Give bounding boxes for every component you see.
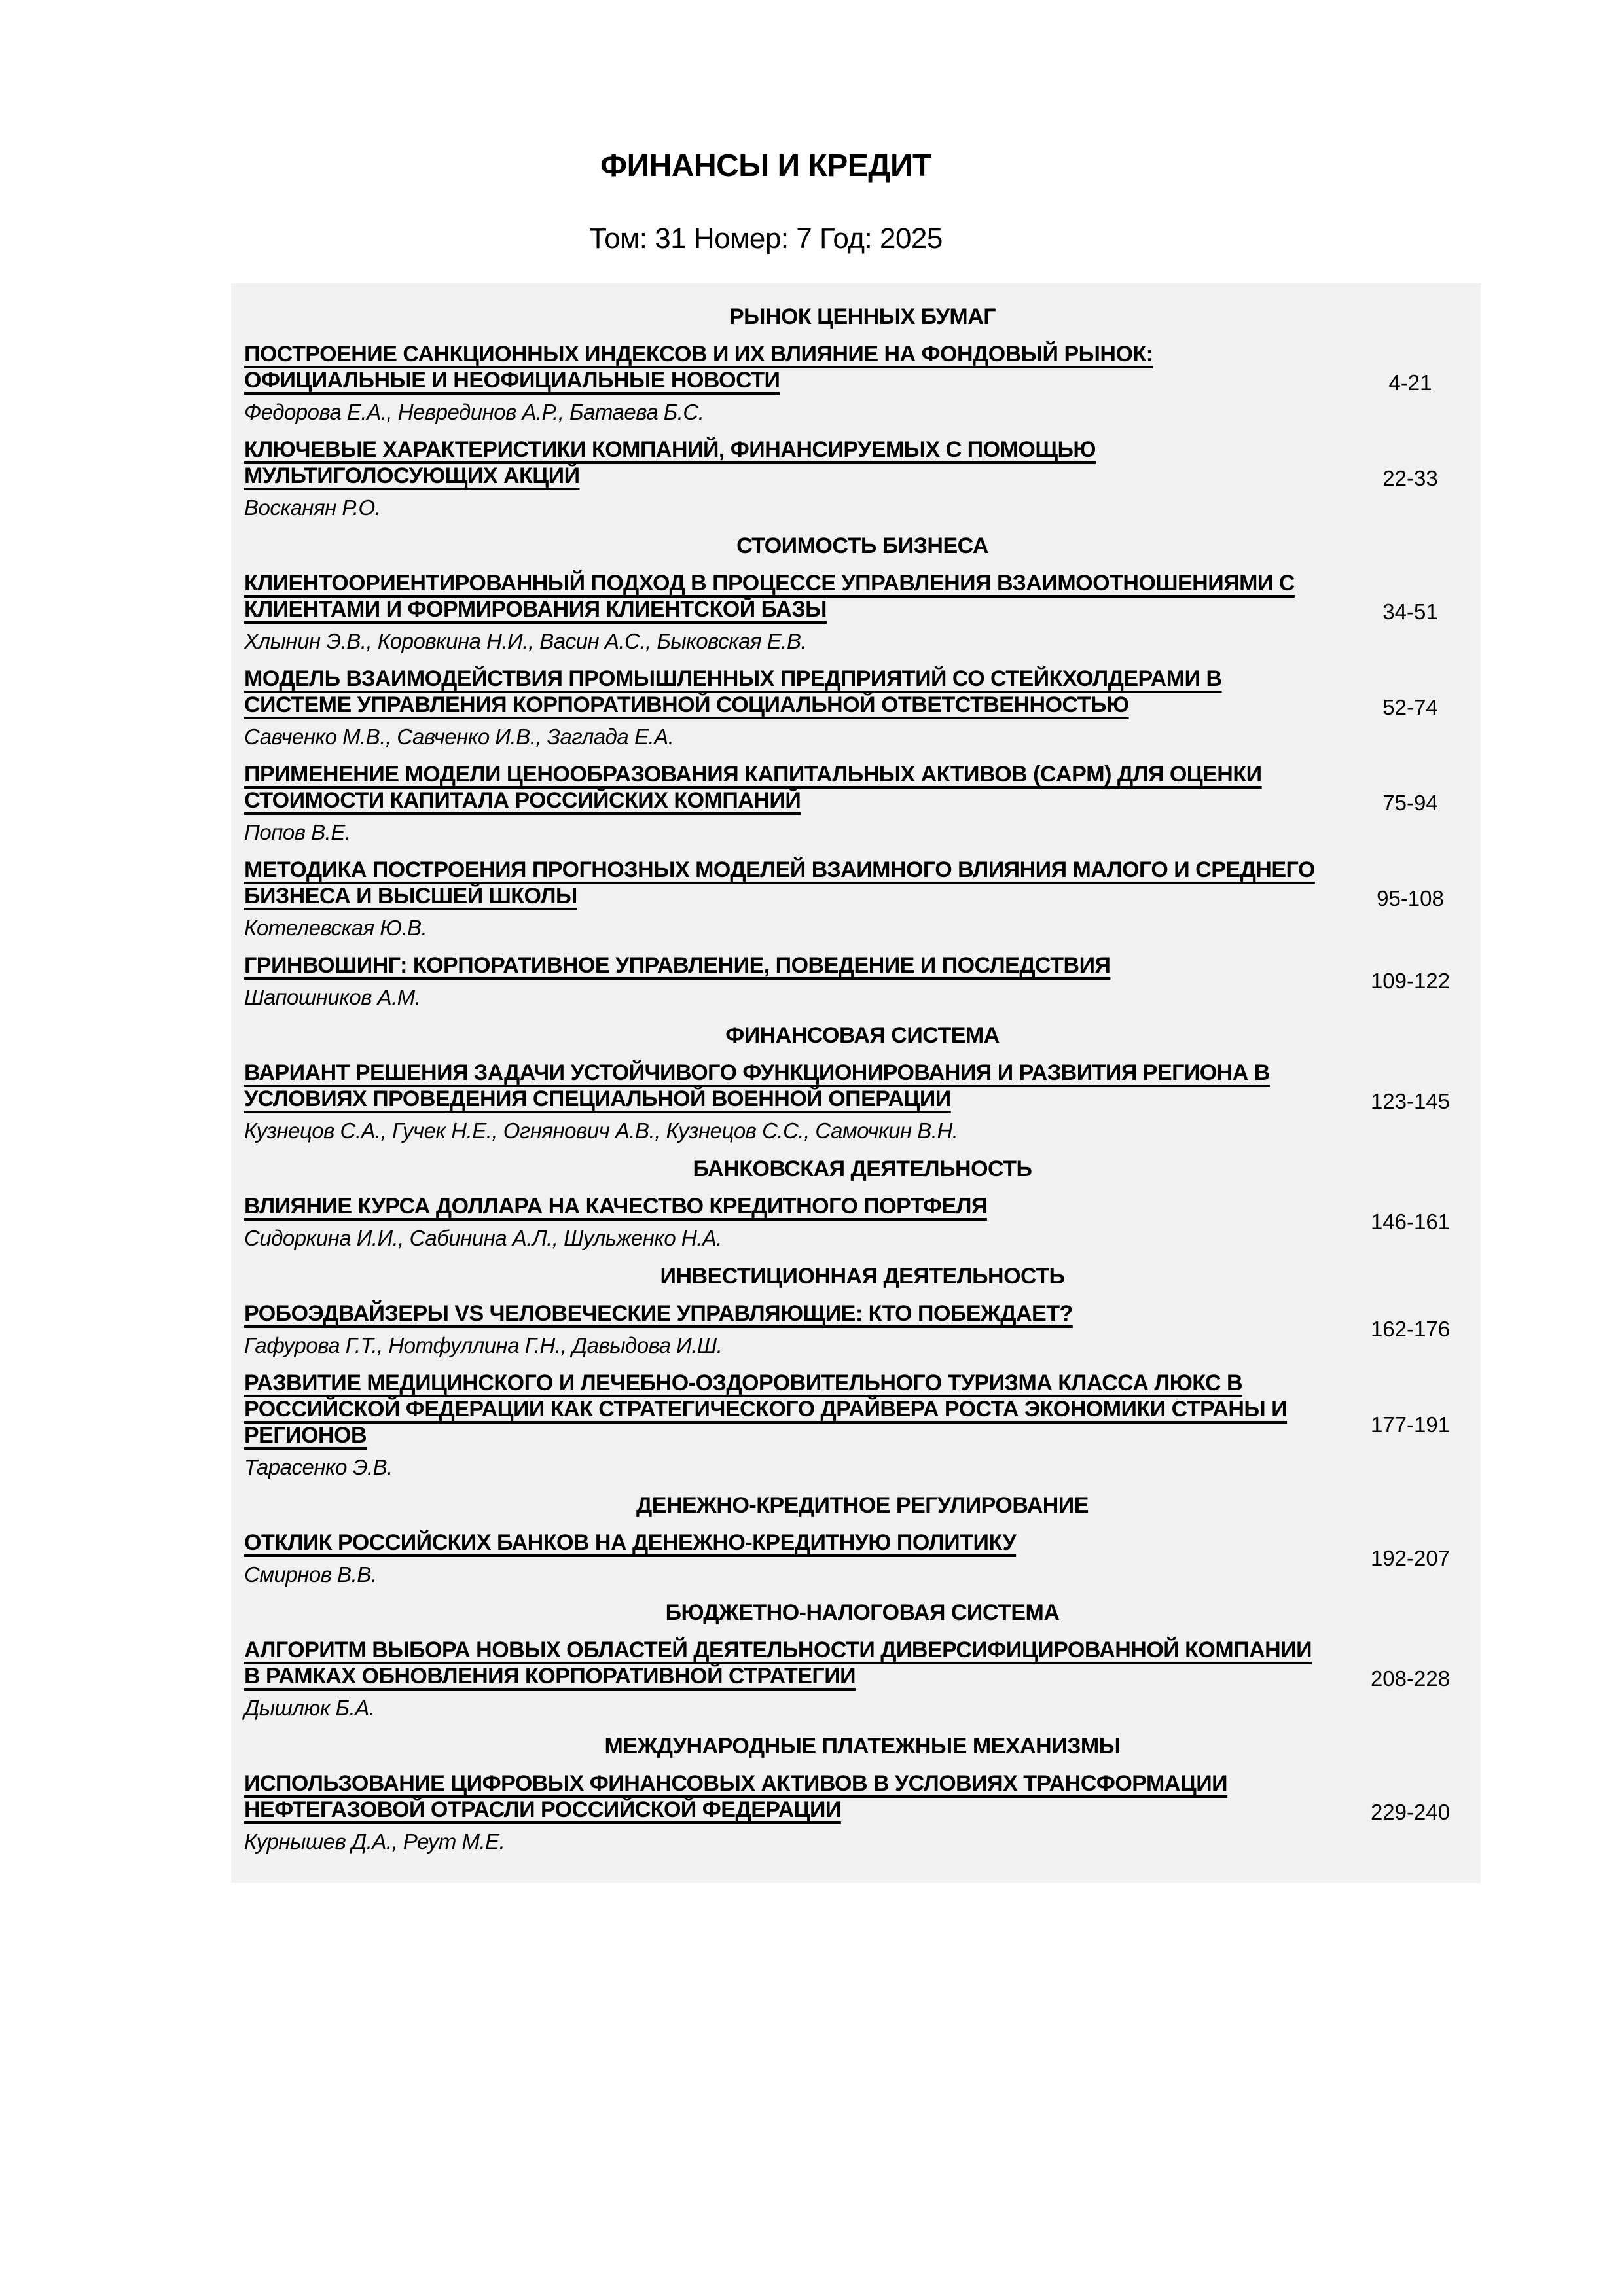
toc-entry (244, 857, 1481, 941)
article-pages: 192-207 (1370, 1546, 1451, 1570)
article-authors: Гафурова Г.Т., Нотфуллина Г.Н., Давыдова И.Ш. (244, 1333, 723, 1357)
article-title-link[interactable]: ИСПОЛЬЗОВАНИЕ ЦИФРОВЫХ ФИНАНСОВЫХ АКТИВОВ В УСЛОВИЯХ ТРАНСФОРМАЦИИ НЕФТЕГАЗОВОЙ ОТРАСЛИ РОССИЙСКОЙ ФЕДЕРАЦИИ (244, 1771, 1228, 1822)
section-title: СТОИМОСТЬ БИЗНЕСА (736, 533, 988, 558)
toc-entry (244, 1193, 1481, 1251)
article-title-link[interactable]: КЛИЕНТООРИЕНТИРОВАННЫЙ ПОДХОД В ПРОЦЕССЕ УПРАВЛЕНИЯ ВЗАИМООТНОШЕНИЯМИ С КЛИЕНТАМИ И ФОРМИРОВАНИЯ КЛИЕНТСКОЙ БАЗЫ (244, 571, 1295, 622)
toc-entry (244, 570, 1481, 654)
article-authors: Котелевская Ю.В. (244, 916, 427, 940)
article-title-link[interactable]: ПРИМЕНЕНИЕ МОДЕЛИ ЦЕНООБРАЗОВАНИЯ КАПИТАЛЬНЫХ АКТИВОВ (CAPM) ДЛЯ ОЦЕНКИ СТОИМОСТИ КАПИТАЛА РОССИЙСКИХ КОМПАНИЙ (244, 762, 1262, 813)
section-title: МЕЖДУНАРОДНЫЕ ПЛАТЕЖНЫЕ МЕХАНИЗМЫ (604, 1734, 1121, 1759)
article-title-link[interactable]: ВАРИАНТ РЕШЕНИЯ ЗАДАЧИ УСТОЙЧИВОГО ФУНКЦИОНИРОВАНИЯ И РАЗВИТИЯ РЕГИОНА В УСЛОВИЯХ ПРОВЕДЕНИЯ СПЕЦИАЛЬНОЙ ВОЕННОЙ ОПЕРАЦИИ (244, 1060, 1270, 1111)
journal-title: ФИНАНСЫ И КРЕДИТ (600, 149, 931, 183)
article-pages: 177-191 (1370, 1412, 1451, 1437)
toc-entry (244, 1300, 1481, 1358)
entry-main (244, 1530, 1340, 1587)
toc-entry (244, 1060, 1481, 1143)
article-title-link[interactable]: ПОСТРОЕНИЕ САНКЦИОННЫХ ИНДЕКСОВ И ИХ ВЛИЯНИЕ НА ФОНДОВЫЙ РЫНОК: ОФИЦИАЛЬНЫЕ И НЕОФИЦИАЛЬНЫЕ НОВОСТИ (244, 342, 1153, 393)
entry-main (244, 857, 1340, 941)
entry-main (244, 1300, 1340, 1358)
article-pages: 22-33 (1382, 466, 1438, 490)
article-title-link[interactable]: РАЗВИТИЕ МЕДИЦИНСКОГО И ЛЕЧЕБНО-ОЗДОРОВИТЕЛЬНОГО ТУРИЗМА КЛАССА ЛЮКС В РОССИЙСКОЙ ФЕДЕРАЦИИ КАК СТРАТЕГИЧЕСКОГО ДРАЙВЕРА РОСТА ЭКОНОМИКИ СТРАНЫ И РЕГИОНОВ (244, 1371, 1288, 1448)
toc-entry (244, 1770, 1481, 1854)
article-title-link[interactable]: РОБОЭДВАЙЗЕРЫ VS ЧЕЛОВЕЧЕСКИЕ УПРАВЛЯЮЩИЕ: КТО ПОБЕЖДАЕТ? (244, 1301, 1073, 1326)
article-pages: 52-74 (1382, 695, 1438, 719)
article-pages: 95-108 (1377, 886, 1444, 910)
section-title: ФИНАНСОВАЯ СИСТЕМА (725, 1023, 1000, 1048)
page-header (0, 0, 1532, 256)
toc-entry (244, 341, 1481, 425)
article-authors: Попов В.Е. (244, 820, 351, 844)
entry-main (244, 666, 1340, 749)
entry-main (244, 570, 1340, 654)
article-pages: 34-51 (1382, 600, 1438, 624)
toc-entry (244, 1530, 1481, 1587)
issue-info: Том: 31 Номер: 7 Год: 2025 (589, 223, 943, 255)
article-pages: 75-94 (1382, 791, 1438, 815)
entry-main (244, 437, 1340, 520)
article-authors: Дышлюк Б.А. (244, 1696, 375, 1720)
entry-main (244, 952, 1340, 1010)
entry-main (244, 1193, 1340, 1251)
article-title-link[interactable]: ГРИНВОШИНГ: КОРПОРАТИВНОЕ УПРАВЛЕНИЕ, ПОВЕДЕНИЕ И ПОСЛЕДСТВИЯ (244, 953, 1111, 978)
article-authors: Савченко М.В., Савченко И.В., Заглада Е.А. (244, 725, 674, 749)
entry-main (244, 1637, 1340, 1721)
section-title: ДЕНЕЖНО-КРЕДИТНОЕ РЕГУЛИРОВАНИЕ (636, 1493, 1089, 1518)
section-title: БАНКОВСКАЯ ДЕЯТЕЛЬНОСТЬ (693, 1157, 1032, 1181)
section-title: БЮДЖЕТНО-НАЛОГОВАЯ СИСТЕМА (665, 1600, 1060, 1625)
article-title-link[interactable]: КЛЮЧЕВЫЕ ХАРАКТЕРИСТИКИ КОМПАНИЙ, ФИНАНСИРУЕМЫХ С ПОМОЩЬЮ МУЛЬТИГОЛОСУЮЩИХ АКЦИЙ (244, 437, 1096, 488)
toc-entry (244, 761, 1481, 845)
article-authors: Тарасенко Э.В. (244, 1455, 393, 1479)
toc-entry (244, 1370, 1481, 1480)
article-title-link[interactable]: АЛГОРИТМ ВЫБОРА НОВЫХ ОБЛАСТЕЙ ДЕЯТЕЛЬНОСТИ ДИВЕРСИФИЦИРОВАННОЙ КОМПАНИИ В РАМКАХ ОБНОВЛЕНИЯ КОРПОРАТИВНОЙ СТРАТЕГИИ (244, 1638, 1312, 1689)
article-authors: Шапошников А.М. (244, 985, 421, 1009)
article-pages: 229-240 (1370, 1800, 1451, 1824)
article-title-link[interactable]: ВЛИЯНИЕ КУРСА ДОЛЛАРА НА КАЧЕСТВО КРЕДИТНОГО ПОРТФЕЛЯ (244, 1194, 987, 1219)
toc-entry (244, 666, 1481, 749)
article-authors: Федорова Е.А., Неврединов А.Р., Батаева Б.С. (244, 400, 704, 424)
entry-main (244, 1370, 1340, 1480)
article-pages: 208-228 (1370, 1666, 1451, 1691)
article-authors: Хлынин Э.В., Коровкина Н.И., Васин А.С., Быковская Е.В. (244, 629, 807, 653)
entry-main (244, 761, 1340, 845)
entry-main (244, 1060, 1340, 1143)
entry-main (244, 1770, 1340, 1854)
toc-panel (231, 283, 1481, 1883)
article-title-link[interactable]: ОТКЛИК РОССИЙСКИХ БАНКОВ НА ДЕНЕЖНО-КРЕДИТНУЮ ПОЛИТИКУ (244, 1530, 1017, 1555)
entry-main (244, 341, 1340, 425)
article-title-link[interactable]: МЕТОДИКА ПОСТРОЕНИЯ ПРОГНОЗНЫХ МОДЕЛЕЙ ВЗАИМНОГО ВЛИЯНИЯ МАЛОГО И СРЕДНЕГО БИЗНЕСА И ВЫСШЕЙ ШКОЛЫ (244, 857, 1315, 908)
article-authors: Кузнецов С.А., Гучек Н.Е., Огнянович А.В., Кузнецов С.С., Самочкин В.Н. (244, 1119, 958, 1143)
article-authors: Смирнов В.В. (244, 1562, 377, 1587)
article-pages: 162-176 (1370, 1317, 1451, 1341)
article-pages: 146-161 (1370, 1210, 1451, 1234)
toc-entry (244, 437, 1481, 520)
article-authors: Восканян Р.О. (244, 495, 381, 520)
article-authors: Сидоркина И.И., Сабинина А.Л., Шульженко Н.А. (244, 1226, 723, 1250)
article-title-link[interactable]: МОДЕЛЬ ВЗАИМОДЕЙСТВИЯ ПРОМЫШЛЕННЫХ ПРЕДПРИЯТИЙ СО СТЕЙКХОЛДЕРАМИ В СИСТЕМЕ УПРАВЛЕНИЯ КОРПОРАТИВНОЙ СОЦИАЛЬНОЙ ОТВЕТСТВЕННОСТЬЮ (244, 666, 1222, 717)
article-pages: 4-21 (1388, 370, 1432, 395)
toc-entry (244, 952, 1481, 1010)
section-title: РЫНОК ЦЕННЫХ БУМАГ (729, 304, 996, 329)
article-pages: 109-122 (1370, 969, 1451, 993)
article-pages: 123-145 (1370, 1089, 1451, 1113)
section-title: ИНВЕСТИЦИОННАЯ ДЕЯТЕЛЬНОСТЬ (660, 1264, 1065, 1289)
article-authors: Курнышев Д.А., Реут М.Е. (244, 1829, 505, 1854)
toc-entry (244, 1637, 1481, 1721)
